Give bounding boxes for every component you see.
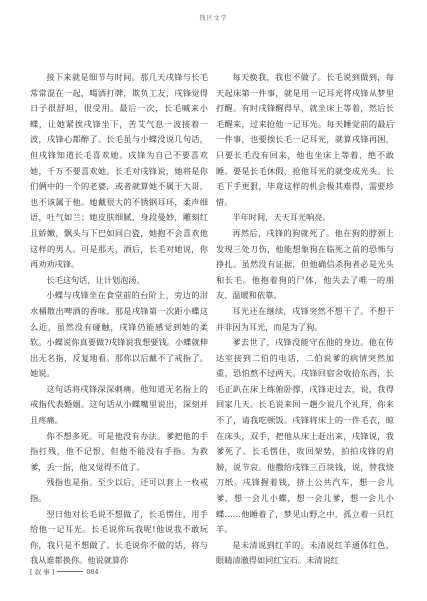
paragraph: 接下来就是细节与时间。那几天戌锋与长毛常常混在一起，喝酒打牌，欺负工友，戌锋觉得日子很舒坦，很受用。最后一次，长毛喊来小蝶，让她紧挨戌锋坐下，苦艾气息一波接着一波，戌锋心都醉了。长毛虽与小蝶没说几句话，但戌锋知道长毛喜欢她。戌锋为自己不要喜欢她，千万不要喜欢她。长毛对戌锋说，她将是你们俩中的一个的老婆，或者就算她不属于大哥，也不该属于他。她戴很大的不锈钢耳环，柔声细语，吐气如兰；她皮肤细腻，身段曼妙，雕刻红且娇嫩，飘头与下巴如同白瓷，她抱不会喜欢他这样的男人。可是那天，酒后，长毛对她说，你再劝劝戌锋。 xyxy=(30,72,208,270)
right-text-column xyxy=(216,70,394,569)
paragraph: 残指也是指。至少以后，还可以套上一枚戒指。 xyxy=(30,477,208,504)
section-label: [ 叙 事 ] xyxy=(30,568,55,576)
page-footer xyxy=(30,567,99,576)
paragraph: 再然后，戌锋的狗就死了。他在狗的脖颈上发现三处刀伤，他能想象狗在临死之前的恐怖与挣扎。虽然没有证据，但他确信杀狗者必是光头和长毛。他抱着狗的尸体，他失去了唯一的朋友、温暖和依靠。 xyxy=(216,227,394,301)
paragraph: 长毛这句话，让计划泡汤。 xyxy=(46,274,145,285)
paragraph: 翌日他对长毛说不想做了，长毛愣住，用手给他一记耳光。长毛说你玩我呢!他说我不敢玩你，我只是不想做了。长毛说你不做的话，将与我从谁都换你。他说就算你 xyxy=(30,508,208,566)
page-number: 084 xyxy=(86,567,99,576)
running-header: 钱区文学 xyxy=(199,15,228,22)
footer-divider xyxy=(57,571,83,572)
paragraph: 每天换我，我也不做了。长毛说到做到，每天起床第一件事，就是用一记耳光将戌锋从梦里打醒。有时戌锋醒得早，就坐床上等着，然后长毛醒来，过来抢他一记耳光。每天睡觉前的最后一件事，也要挨长毛一记耳光，就算戌锋再困，只要长毛没有回来，他也坐床上等着，绝不敢睡。要是长毛休假，抢他耳光的就变成光头。长毛下手更狠，毕竟这样的机会极其难得，需要珍惜。 xyxy=(216,72,394,207)
paragraph: 你不想多死。可是他没有办法。爹把他的手指打残，他不记恨，但他不能没有手指。为救爹，丢一指，他又觉得不值了。 xyxy=(30,430,208,472)
paragraph: 这句话将戌锋深深刺痛。他知道无名指上的戒指代表婚姻。这句话从小蝶嘴里说出，深刻并且疼痛。 xyxy=(30,383,208,426)
paragraph: 小蝶与戌锋坐在食堂前的台阶上，旁边的泔水桶散出啤酒的香味。那是戌锋第一次距小蝶这么近，虽然没有碰触，戌锋仍能感觉到她的柔软。小蝶说你真要做?戌锋说我想要钱。小蝶就伸出无名指，反复地看。那你以后戴不了戒指了。她说。 xyxy=(30,290,208,379)
paragraph: 是未清说到红羊的。未清说红羊通体红色，眼睛清澈得如同红宝石。未清说红 xyxy=(216,539,394,566)
paragraph: 耳光还在继续，戌锋突然不想干了。不想干并非因为耳光，而是为了狗。 xyxy=(216,305,394,332)
paragraph: 爹去世了，戌锋没能守在他的身边。他在传达室接到二伯的电话，二伯说爹的病情突然加重，恐怕熬不过两天。戌锋回宿舍收拾东西，长毛正趴在床上练俯卧撑，戌锋走过去，说，我得回家几天。长毛说来回一趟少说几个礼拜，你来不了，请我吃顿饭。戌锋将床上的一件毛衣，晾在床头，双手，把他从床上赶出来，戌锋说，我爹死了。长毛愣住，收回架势，拍拍戌锋的肩膀，说节哀。他撒给戌锋三百块钱，说，替我烧刀纸。戌锋握着钱，挤上公共汽车，想一会儿爹，想一会儿小蝶，想一会儿爹，想一会儿小蝶……他睡着了，梦见山野之中，孤立着一只红羊。 xyxy=(216,337,394,535)
paragraph: 半年时间，天天耳光响亮。 xyxy=(232,212,331,223)
left-text-column xyxy=(30,70,208,569)
